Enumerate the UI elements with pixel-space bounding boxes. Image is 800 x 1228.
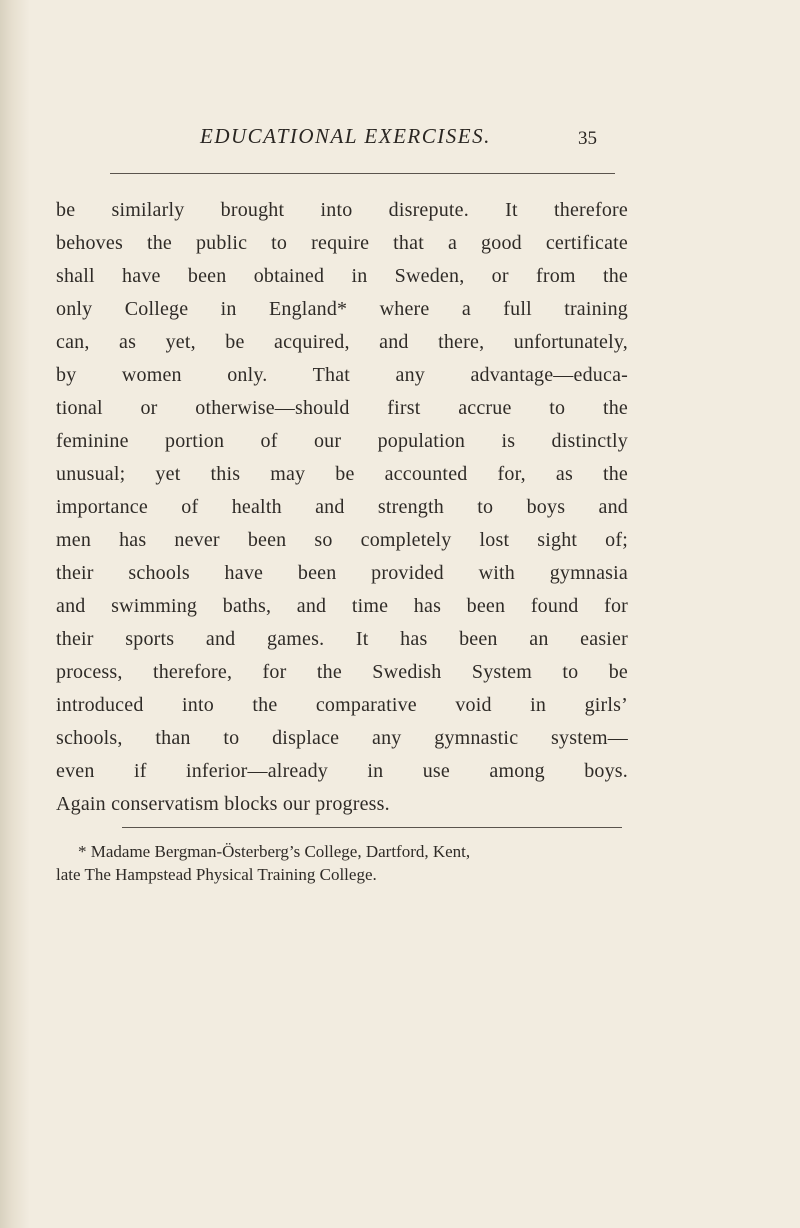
text-line: and swimming baths, and time has been found for [56,595,628,617]
text-line: importance of health and strength to boys and [56,496,628,518]
footnote-rule [122,827,622,828]
footnote [56,840,616,886]
running-head: EDUCATIONAL EXERCISES. [200,124,491,148]
header-rule [110,173,615,174]
text-line: their schools have been provided with gymnasia [56,562,628,584]
text-line: tional or otherwise—should first accrue to the [56,397,628,419]
text-line: their sports and games. It has been an easier [56,628,628,650]
body-paragraph [56,194,628,821]
page-number: 35 [578,128,597,149]
text-line: even if inferior—already in use among boys. [56,760,628,782]
text-line: introduced into the comparative void in girls’ [56,694,628,716]
text-line: only College in England* where a full training [56,298,628,320]
text-line: unusual; yet this may be accounted for, as the [56,463,628,485]
footnote-line: * Madame Bergman-Österberg’s College, Dartford, Kent, [78,842,471,861]
text-line: Again conservatism blocks our progress. [56,793,390,815]
text-line: men has never been so completely lost sight of; [56,529,628,551]
text-line: feminine portion of our population is distinctly [56,430,628,452]
text-line: by women only. That any advantage—educa- [56,364,628,386]
text-line: be similarly brought into disrepute. It therefore [56,199,628,221]
text-line: process, therefore, for the Swedish System to be [56,661,628,683]
text-line: behoves the public to require that a good certificate [56,232,628,254]
footnote-line: late The Hampstead Physical Training College. [56,865,377,884]
text-line: schools, than to displace any gymnastic system— [56,727,628,749]
text-line: shall have been obtained in Sweden, or from the [56,265,628,287]
text-line: can, as yet, be acquired, and there, unfortunately, [56,331,628,353]
